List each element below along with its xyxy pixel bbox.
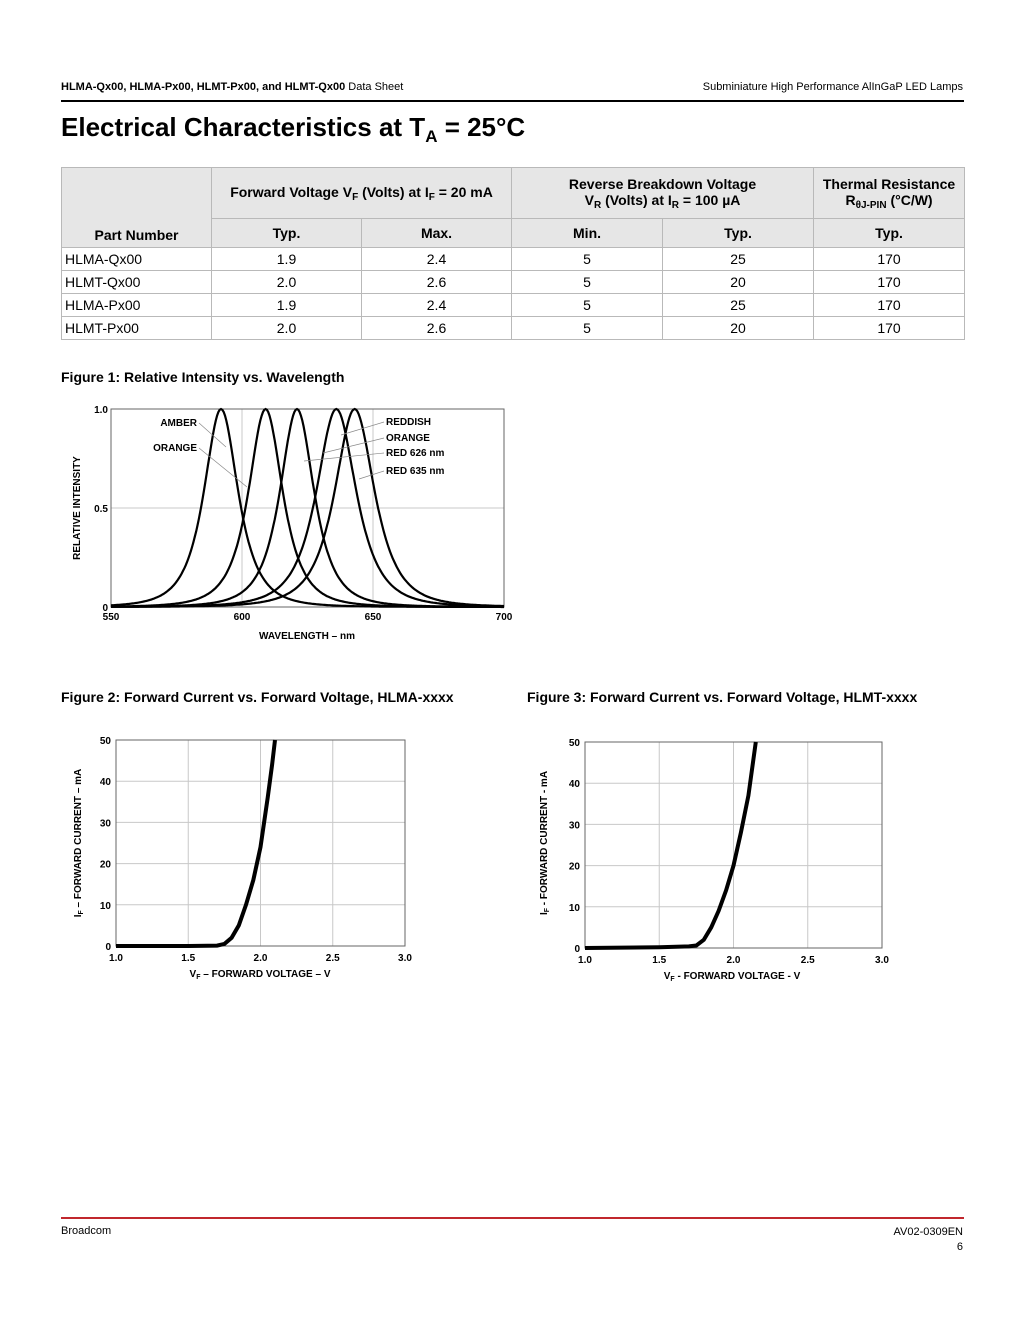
series-label-red635: RED 635 nm (386, 466, 445, 477)
y-tick-label: 0 (574, 944, 580, 955)
cell: 25 (663, 248, 814, 271)
y-tick-label: 40 (568, 779, 580, 791)
y-tick-label: 50 (99, 736, 111, 747)
title-text-end: = 25°C (437, 112, 526, 142)
figure-3-caption: Figure 3: Forward Current vs. Forward Voltage, HLMT-xxxx (527, 689, 918, 705)
x-tick-label: 1.5 (181, 953, 196, 964)
x-tick-label: 2.5 (325, 953, 340, 964)
label-leaders (199, 422, 384, 487)
cell: 170 (814, 271, 965, 294)
x-tick-label: 3.0 (875, 955, 889, 966)
cell: 2.4 (362, 248, 512, 271)
series-label-red626: RED 626 nm (386, 448, 445, 459)
series-label-amber: AMBER (160, 418, 197, 429)
subheader-min: Min. (512, 219, 663, 248)
header-rule (61, 100, 964, 102)
iv-curve-hlma (116, 740, 275, 946)
y-axis-label: $I_F$ – FORWARD CURRENT – mA (73, 768, 85, 918)
running-header-left (61, 81, 403, 93)
cell: 5 (512, 248, 663, 271)
subheader-typ: Typ. (814, 219, 965, 248)
cell: 170 (814, 317, 965, 340)
cell: 5 (512, 271, 663, 294)
header-reverse-breakdown: Reverse Breakdown Voltage $V_R$ (Volts) at $I_R = 100$ µA (512, 168, 814, 219)
cell: 2.0 (212, 271, 362, 294)
cell: 5 (512, 317, 663, 340)
cell: 20 (663, 271, 814, 294)
table-row (62, 248, 965, 271)
x-tick-label: 1.0 (109, 953, 123, 964)
cell: 2.0 (212, 317, 362, 340)
y-tick-label: 1.0 (94, 405, 108, 416)
table-row (62, 271, 965, 294)
electrical-characteristics-table (61, 167, 965, 340)
figure-1-chart (61, 395, 521, 650)
x-tick-label: 2.0 (253, 953, 268, 964)
y-tick-label: 10 (99, 900, 111, 912)
series-label-reddish-orange: ORANGE (386, 433, 430, 444)
series-label-orange: ORANGE (153, 443, 197, 454)
cell: 170 (814, 294, 965, 317)
x-tick-label: 600 (233, 612, 251, 623)
cell: 1.9 (212, 248, 362, 271)
x-tick-label: 3.0 (398, 953, 412, 964)
footer-company: Broadcom (61, 1225, 112, 1237)
iv-curve-hlmt (585, 742, 756, 948)
x-axis-label: $V_F$ – FORWARD VOLTAGE – V (189, 969, 331, 981)
y-axis-label: $I_F$ - FORWARD CURRENT - mA (539, 770, 551, 916)
table-row (62, 294, 965, 317)
figure-2-chart (61, 725, 431, 990)
table-row (62, 317, 965, 340)
x-tick-label: 550 (102, 612, 120, 623)
series-label-reddish: REDDISH (386, 417, 432, 428)
cell-part: HLMA-Px00 (62, 294, 212, 317)
x-axis-label: $V_F$ - FORWARD VOLTAGE - V (663, 971, 801, 983)
x-tick-label: 1.0 (578, 955, 592, 966)
header-parts: HLMA-Qx00, HLMA-Px00, HLMT-Px00, and HLMT-Qx00 (61, 81, 346, 93)
y-tick-label: 0 (105, 942, 111, 953)
x-tick-label: 650 (364, 612, 382, 623)
cell: 25 (663, 294, 814, 317)
y-tick-label: 20 (99, 859, 111, 871)
cell: 2.6 (362, 271, 512, 294)
cell: 1.9 (212, 294, 362, 317)
header-thermal-resistance: Thermal Resistance $R_{\theta J-PIN}$ (°C/W) (814, 168, 965, 219)
footer-right (893, 1225, 963, 1255)
y-tick-label: 10 (568, 902, 580, 914)
cell: 5 (512, 294, 663, 317)
cell-part: HLMT-Px00 (62, 317, 212, 340)
cell: 2.4 (362, 294, 512, 317)
figure-3-chart (527, 725, 897, 990)
title-subscript: A (425, 127, 438, 146)
title-text: Electrical Characteristics at T (61, 112, 426, 142)
subheader-typ: Typ. (212, 219, 362, 248)
page-number: 6 (956, 1241, 963, 1253)
y-tick-label: 0.5 (94, 504, 108, 515)
x-tick-label: 2.0 (726, 955, 741, 966)
x-axis-label: WAVELENGTH – nm (259, 631, 355, 642)
header-doc-type: Data Sheet (345, 81, 404, 93)
y-tick-label: 30 (99, 818, 111, 830)
y-tick-label: 30 (568, 820, 580, 832)
figure-2-caption: Figure 2: Forward Current vs. Forward Voltage, HLMA-xxxx (61, 689, 454, 705)
subheader-max: Max. (362, 219, 512, 248)
x-tick-label: 700 (495, 612, 513, 623)
y-tick-label: 20 (568, 861, 580, 873)
cell: 170 (814, 248, 965, 271)
cell: 20 (663, 317, 814, 340)
x-tick-label: 2.5 (800, 955, 815, 966)
cell-part: HLMT-Qx00 (62, 271, 212, 294)
header-part-number: Part Number (62, 168, 212, 248)
footer-rule (61, 1217, 964, 1219)
y-tick-label: 0 (102, 603, 108, 614)
y-axis-label: RELATIVE INTENSITY (72, 456, 83, 560)
cell-part: HLMA-Qx00 (62, 248, 212, 271)
y-tick-label: 40 (99, 777, 111, 789)
section-title (61, 112, 525, 147)
subheader-typ: Typ. (663, 219, 814, 248)
figure-1-caption: Figure 1: Relative Intensity vs. Wavelength (61, 369, 345, 385)
footer-doc-id: AV02-0309EN (893, 1226, 963, 1238)
cell: 2.6 (362, 317, 512, 340)
x-tick-label: 1.5 (652, 955, 667, 966)
header-forward-voltage: Forward Voltage $V_F$ (Volts) at $I_F = 20$ mA (212, 168, 512, 219)
y-tick-label: 50 (568, 738, 580, 749)
running-header-right: Subminiature High Performance AlInGaP LED Lamps (702, 81, 963, 93)
